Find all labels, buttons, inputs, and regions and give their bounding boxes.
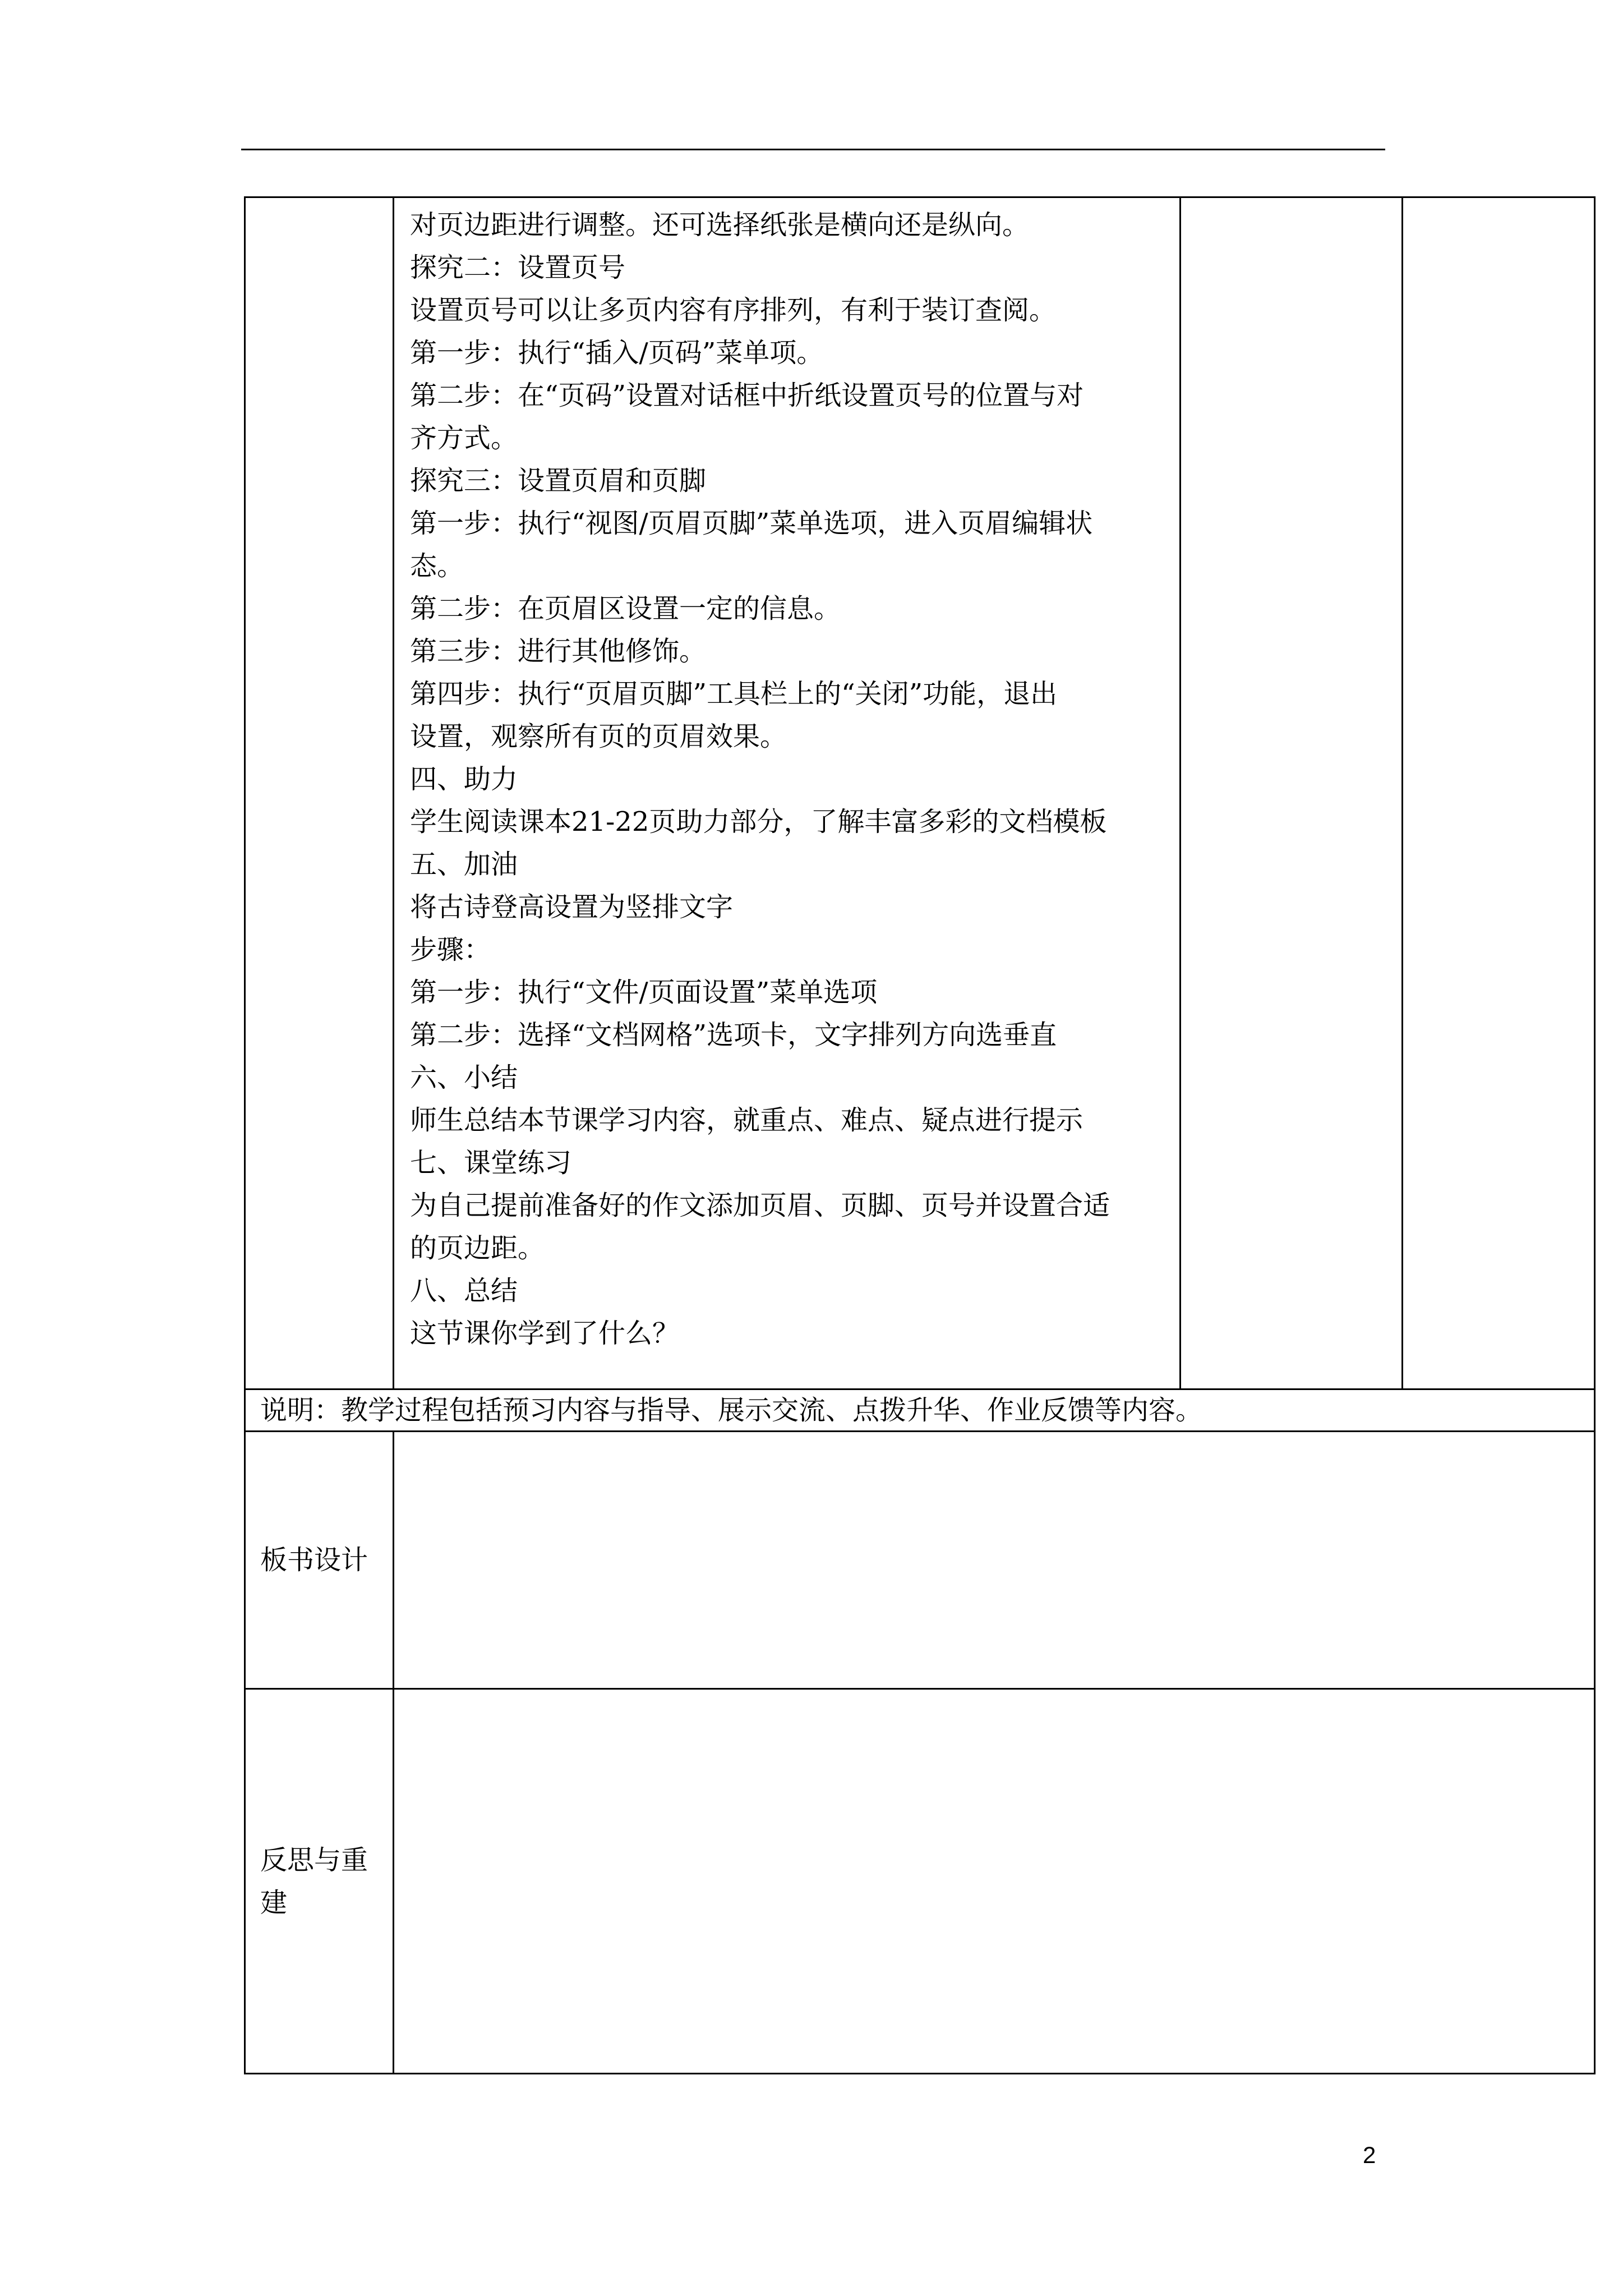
content-line: 探究三：设置页眉和页脚 [410,465,707,496]
reflection-row [245,1689,1595,2074]
content-line: 态。 [410,550,464,582]
board-design-row [245,1432,1595,1689]
empty-activity-cell [1181,197,1403,1389]
content-line: 四、助力 [410,763,518,795]
empty-intent-cell [1403,197,1595,1389]
content-line: 设置，观察所有页的页眉效果。 [410,721,787,752]
content-line: 齐方式。 [410,422,518,454]
content-line: 八、总结 [410,1275,518,1306]
header-rule [241,149,1385,150]
board-design-content [394,1432,1595,1689]
content-line: 学生阅读课本21-22页助力部分，了解丰富多彩的文档模板 [410,806,1107,838]
content-line: 第一步：执行“视图/页眉页脚”菜单选项，进入页眉编辑状 [410,508,1093,539]
content-line: 为自己提前准备好的作文添加页眉、页脚、页号并设置合适 [410,1190,1110,1221]
content-line: 第四步：执行“页眉页脚”工具栏上的“关闭”功能，退出 [410,678,1058,710]
content-line: 师生总结本节课学习内容，就重点、难点、疑点进行提示 [410,1105,1083,1136]
content-line: 六、小结 [410,1062,518,1093]
content-line: 五、加油 [410,849,518,880]
reflection-label: 反思与重建 [245,1689,394,2074]
content-line: 第二步：选择“文档网格”选项卡，文字排列方向选垂直 [410,1019,1057,1051]
note-text: 说明：教学过程包括预习内容与指导、展示交流、点拨升华、作业反馈等内容。 [245,1389,1595,1432]
content-line: 将古诗登高设置为竖排文字 [410,891,734,923]
content-line: 设置页号可以让多页内容有序排列，有利于装订查阅。 [410,295,1057,326]
content-line: 第一步：执行“插入/页码”菜单项。 [410,337,824,369]
reflection-content [394,1689,1595,2074]
content-line: 的页边距。 [410,1232,545,1264]
content-line: 对页边距进行调整。还可选择纸张是横向还是纵向。 [410,209,1030,241]
teaching-content-cell [394,197,1181,1389]
content-line: 第三步：进行其他修饰。 [410,636,707,667]
content-line: 步骤： [410,934,491,965]
content-line: 第一步：执行“文件/页面设置”菜单选项 [410,977,878,1008]
page-number: 2 [1363,2142,1376,2168]
content-line: 第二步：在页眉区设置一定的信息。 [410,593,841,624]
content-line: 探究二：设置页号 [410,252,626,283]
empty-left-cell [245,197,394,1389]
content-line: 第二步：在“页码”设置对话框中折纸设置页号的位置与对 [410,380,1084,411]
lesson-plan-table [244,196,1596,2074]
content-line: 这节课你学到了什么？ [410,1318,680,1349]
content-line: 七、课堂练习 [410,1147,572,1179]
teaching-process-row [245,197,1595,1389]
note-row [245,1389,1595,1432]
board-design-label: 板书设计 [245,1432,394,1689]
